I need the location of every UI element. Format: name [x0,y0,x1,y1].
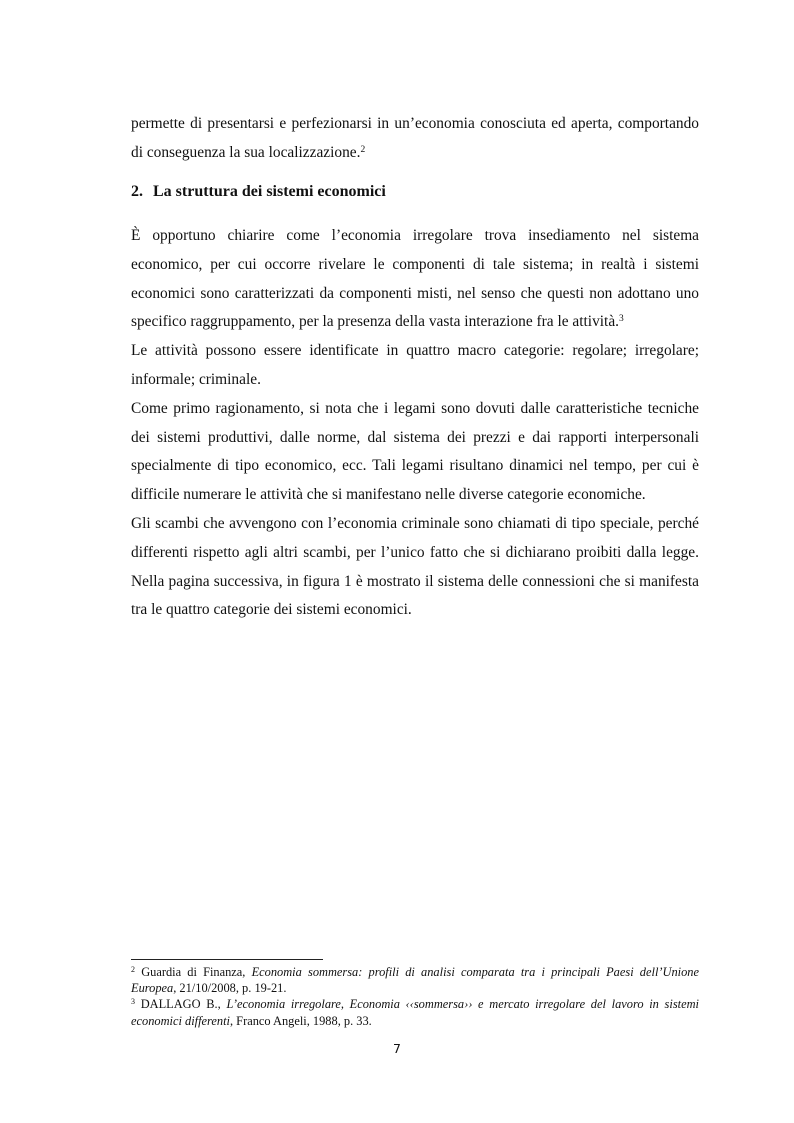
page-number: 7 [393,1041,401,1056]
paragraph-3: Come primo ragionamento, si nota che i legami sono dovuti dalle caratteristiche tecniche dei sistemi produttivi, dalle norme, dal sistema dei prezzi e dai rapporti interpersonali specialmente di tipo economico, ecc. Tali legami risultano dinamici nel tempo, per cui è difficile numerare le attività che si manifestano nelle diverse categorie economiche. [131,399,699,504]
footnote-title: Economia sommersa: profili di analisi comparata tra i principali Paesi dell’Unione Europea [131,965,699,996]
footnotes [131,964,699,1029]
section-number: 2. [131,183,143,200]
footnote-ref-3[interactable]: 3 [619,314,624,325]
footnote-author: Guardia di Finanza, [141,965,252,979]
footnote-number: 2 [131,965,135,974]
footnote-2 [131,964,699,996]
footnote-title: L’economia irregolare, Economia ‹‹sommersa›› e mercato irregolare del lavoro in sistemi economici differenti [131,997,699,1028]
footnote-ref-2[interactable]: 2 [360,144,366,155]
footnote-author: DALLAGO B., [140,997,227,1012]
footnote-number: 3 [131,997,135,1007]
section-heading [131,180,386,204]
paragraph-2: Le attività possono essere identificate in quattro macro categorie: regolare; irregolare; informale; criminale. [131,342,699,388]
section-body [131,222,699,625]
footnote-3 [131,996,699,1028]
continuation-paragraph [131,110,699,168]
footnote-details: , 21/10/2008, p. 19-21. [173,981,287,996]
section-title: La struttura dei sistemi economici [153,183,386,200]
footnote-divider [131,959,323,960]
paragraph-1 [131,222,699,337]
paragraph-1-text: È opportuno chiarire come l’economia irregolare trova insediamento nel sistema economico, per cui occorre rivelare le componenti di tale sistema; in realtà i sistemi economici sono caratterizzati da componenti misti, nel senso che questi non adottano uno specifico raggruppamento, per la presenza della vasta interazione fra le attività. [131,227,699,331]
footnote-details: , Franco Angeli, 1988, p. 33. [229,1013,372,1028]
paragraph-4: Gli scambi che avvengono con l’economia criminale sono chiamati di tipo speciale, perché differenti rispetto agli altri scambi, per l’unico fatto che si dichiarano proibiti dalla legge. Nella pagina successiva, in figura 1 è mostrato il sistema delle connessioni che si manifesta tra le quattro categorie dei sistemi economici. [131,514,699,619]
continuation-text: permette di presentarsi e perfezionarsi in un’economia conosciuta ed aperta, comportando di conseguenza la sua localizzazione. [131,115,699,161]
